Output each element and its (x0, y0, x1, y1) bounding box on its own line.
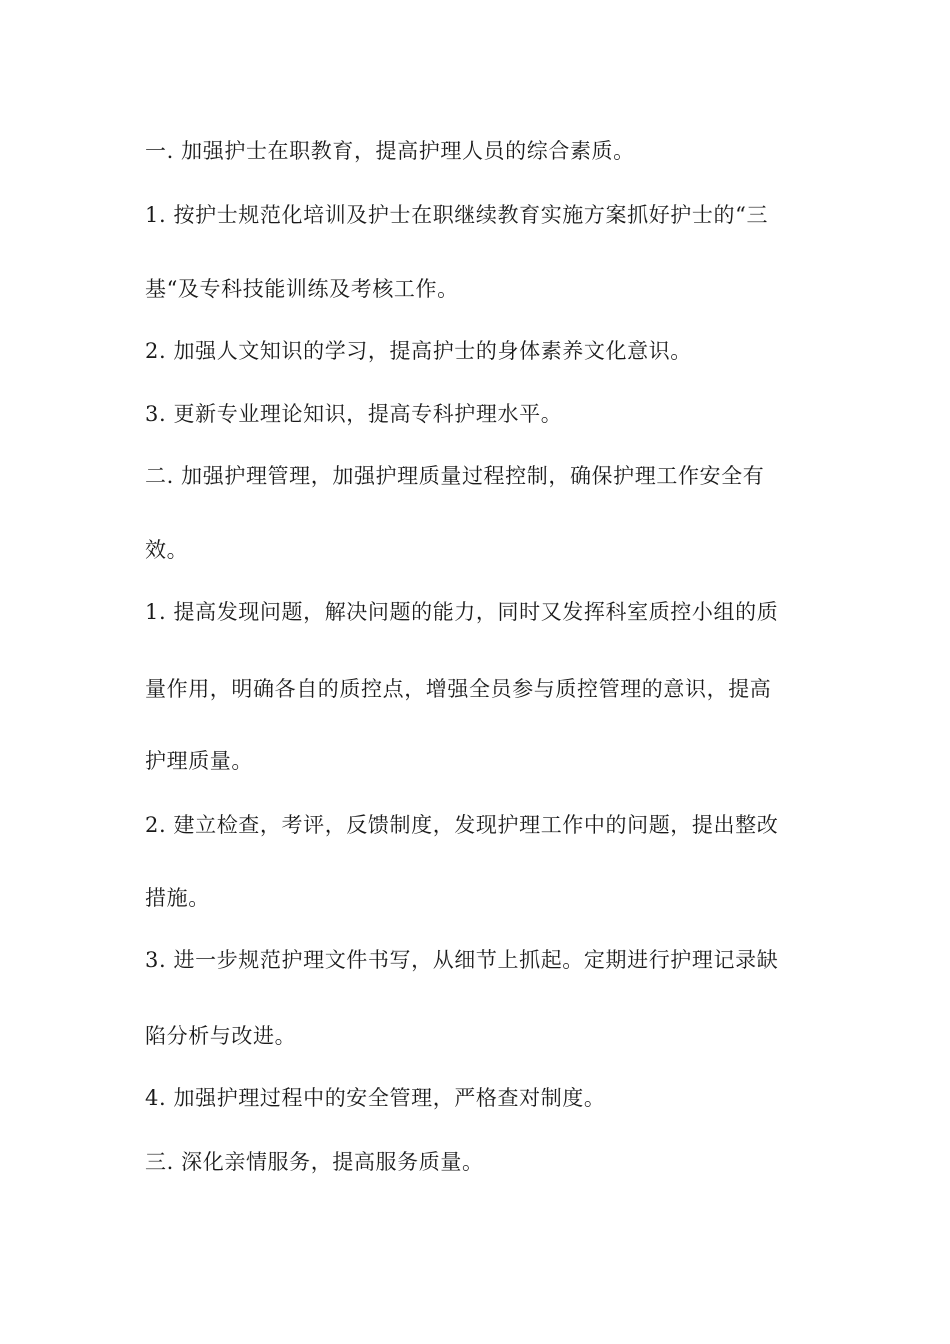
list-item-2-3-line-1: 3. 进一步规范护理文件书写，从细节上抓起。定期进行护理记录缺 (145, 948, 779, 972)
list-item-1-1-line-2: 基“及专科技能训练及考核工作。 (145, 277, 459, 301)
list-item-1-3: 3. 更新专业理论知识，提高专科护理水平。 (145, 402, 563, 426)
list-item-2-1-line-2: 量作用，明确各自的质控点，增强全员参与质控管理的意识，提高 (145, 677, 772, 701)
list-item-2-2-line-1: 2. 建立检查，考评，反馈制度，发现护理工作中的问题，提出整改 (145, 813, 779, 837)
list-item-2-3-line-2: 陷分析与改进。 (145, 1024, 297, 1048)
list-item-1-2: 2. 加强人文知识的学习，提高护士的身体素养文化意识。 (145, 339, 692, 363)
list-item-2-1-line-1: 1. 提高发现问题，解决问题的能力，同时又发挥科室质控小组的质 (145, 600, 779, 624)
section-heading-3: 三. 深化亲情服务，提高服务质量。 (145, 1150, 484, 1174)
list-item-1-1-line-1: 1. 按护士规范化培训及护士在职继续教育实施方案抓好护士的“三 (145, 203, 769, 227)
list-item-2-1-line-3: 护理质量。 (145, 749, 253, 773)
section-heading-1: 一. 加强护士在职教育，提高护理人员的综合素质。 (145, 139, 635, 163)
section-heading-2-line-1: 二. 加强护理管理，加强护理质量过程控制，确保护理工作安全有 (145, 464, 765, 488)
list-item-2-4: 4. 加强护理过程中的安全管理，严格查对制度。 (145, 1086, 606, 1110)
section-heading-2-line-2: 效。 (145, 538, 189, 562)
list-item-2-2-line-2: 措施。 (145, 886, 210, 910)
